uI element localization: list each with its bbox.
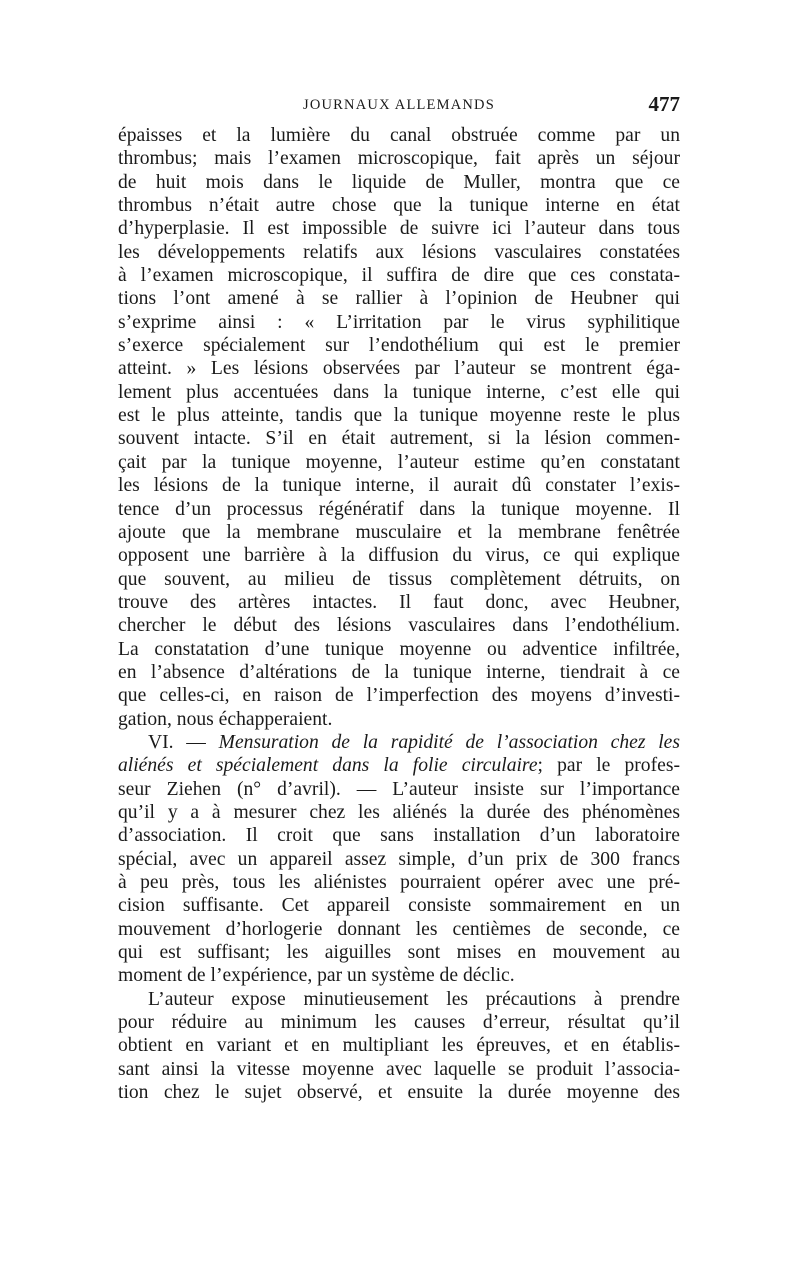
section-title-part: Mensuration de la rapidité de l’association chez les [218,731,680,753]
section-title-part: aliénés et spécialement dans la folie circulaire [118,755,538,777]
text-line: à l’examen microscopique, il suffira de dire que ces constata- [118,265,680,287]
text-line: chercher le début des lésions vasculaires dans l’endothélium. [118,615,680,637]
text-line: s’exerce spécialement sur l’endothélium qui est le premier [118,335,680,357]
text-line: qui est suffisant; les aiguilles sont mises en mouvement au [118,942,680,964]
text-line: s’exprime ainsi : « L’irritation par le virus syphilitique [118,311,680,333]
text-line: pour réduire au minimum les causes d’erreur, résultat qu’il [118,1012,680,1034]
text-line: thrombus n’était autre chose que la tunique interne en état [118,195,680,217]
text-line: sant ainsi la vitesse moyenne avec laquelle se produit l’associa- [118,1058,680,1080]
text-line: souvent intacte. S’il en était autrement, si la lésion commen- [118,428,680,450]
section-number: VI. — [148,731,206,753]
text-line: de huit mois dans le liquide de Muller, montra que ce [118,171,680,193]
text-line: tion chez le sujet observé, et ensuite la durée moyenne des [118,1082,680,1104]
text-line: ajoute que la membrane musculaire et la membrane fenêtrée [118,521,680,543]
text-line: à peu près, tous les aliénistes pourraient opérer avec une pré- [118,872,680,893]
text-line: lement plus accentuées dans la tunique interne, c’est elle qui [118,381,680,403]
text-line: que celles-ci, en raison de l’imperfection des moyens d’investi- [118,685,680,707]
text-line: qu’il y a à mesurer chez les aliénés la durée des phénomènes [118,801,680,823]
text-line: gation, nous échapperaient. [118,708,333,730]
text-line: épaisses et la lumière du canal obstruée comme par un [118,125,680,146]
running-head [118,92,680,118]
text-line: trouve des artères intactes. Il faut donc, avec Heubner, [118,591,680,613]
running-title: JOURNAUX ALLEMANDS [303,97,495,113]
text-line: mouvement d’horlogerie donnant les centièmes de seconde, ce [118,918,680,940]
text-line: moment de l’expérience, par un système de déclic. [118,965,515,987]
text-line: atteint. » Les lésions observées par l’auteur se montrent éga- [118,358,680,380]
text-line: d’hyperplasie. Il est impossible de suivre ici l’auteur dans tous [118,218,680,240]
section-heading-line [118,754,680,777]
section-heading-line [118,731,680,754]
text-line: spécial, avec un appareil assez simple, d’un prix de 300 francs [118,848,680,870]
text-line: les développements relatifs aux lésions vasculaires constatées [118,241,680,263]
text-line: thrombus; mais l’examen microscopique, fait après un séjour [118,148,680,170]
text-line: opposent une barrière à la diffusion du virus, ce qui explique [118,545,680,567]
text-line: d’association. Il croit que sans installation d’un laboratoire [118,825,680,847]
text-line: cision suffisante. Cet appareil consiste sommairement en un [118,895,680,917]
text-line: que souvent, au milieu de tissus complètement détruits, on [118,568,680,590]
text-line: La constatation d’une tunique moyenne ou adventice infiltrée, [118,638,680,660]
text-line: tions l’ont amené à se rallier à l’opinion de Heubner qui [118,288,680,310]
page-number: 477 [648,92,680,116]
text-line: L’auteur expose minutieusement les précautions à prendre [148,988,680,1010]
text-line: obtient en variant et en multipliant les épreuves, et en établis- [118,1035,680,1057]
text-line: tence d’un processus régénératif dans la tunique moyenne. Il [118,498,680,520]
text-line: est le plus atteinte, tandis que la tunique moyenne reste le plus [118,405,680,427]
body-text [118,124,680,1104]
text-line: les lésions de la tunique interne, il aurait dû constater l’exis- [118,475,680,497]
text-line: çait par la tunique moyenne, l’auteur estime qu’en constatant [118,451,680,473]
text-line: seur Ziehen (n° d’avril). — L’auteur insiste sur l’importance [118,778,680,800]
section-heading-tail: ; par le profes- [537,755,680,777]
text-line: en l’absence d’altérations de la tunique interne, tiendrait à ce [118,661,680,683]
